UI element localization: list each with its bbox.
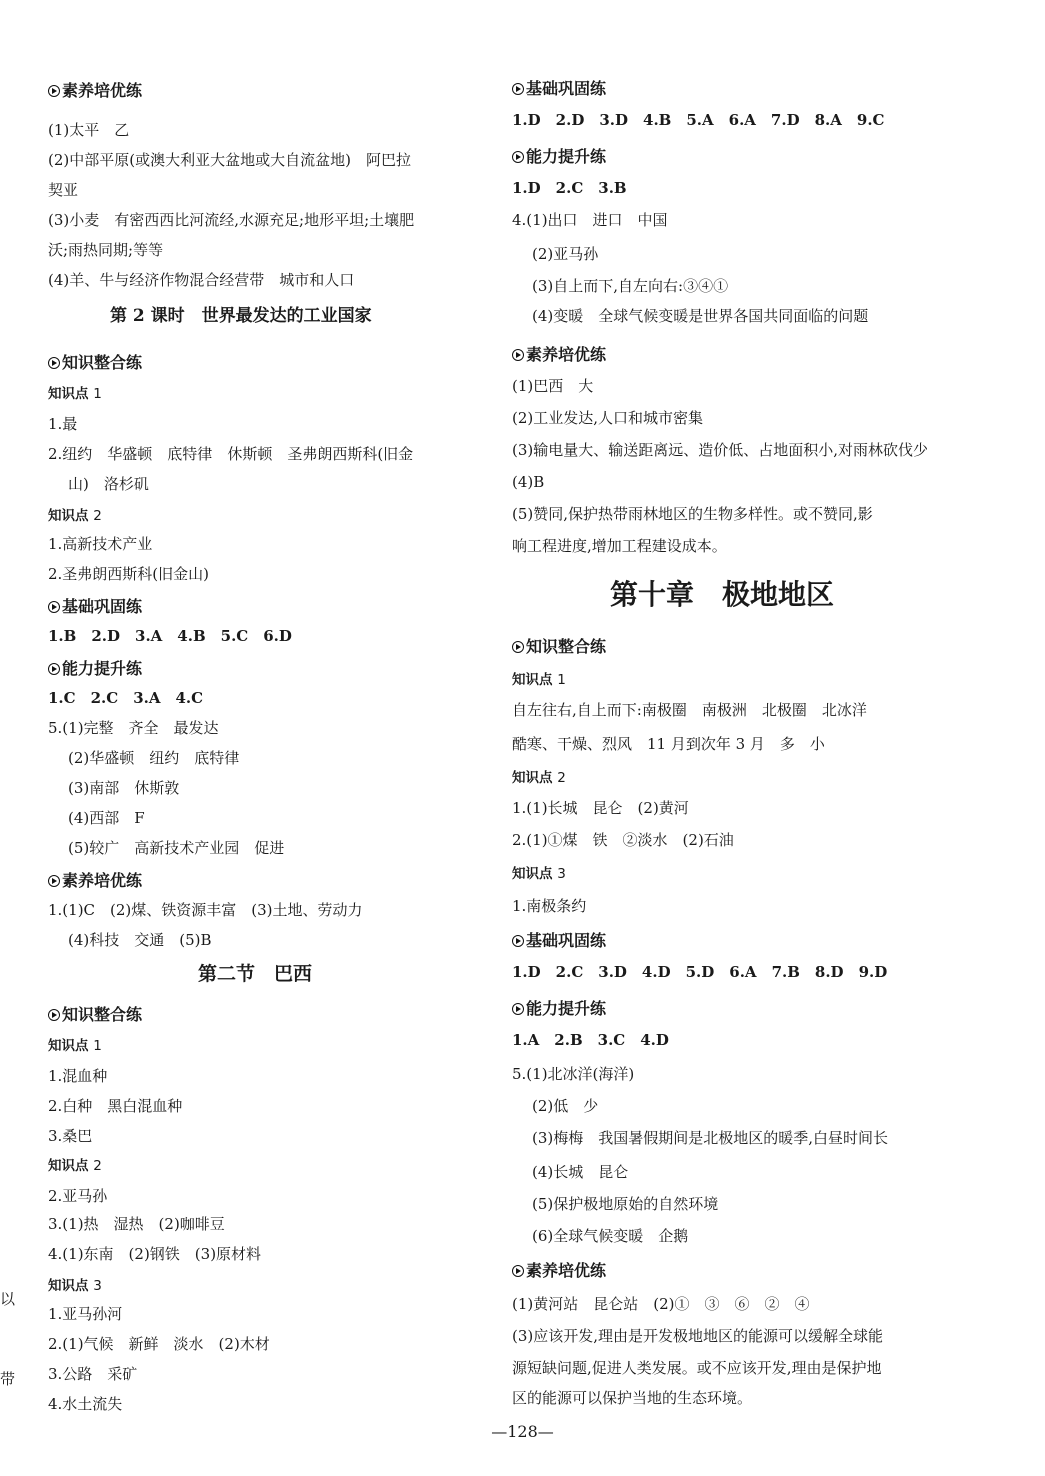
play-circle-icon (512, 349, 524, 361)
play-circle-icon (48, 875, 60, 887)
answer-line: (5)赞同,保护热带雨林地区的生物多样性。或不赞同,影 (512, 505, 873, 523)
answer-line: 3.公路 采矿 (48, 1365, 138, 1383)
knowledge-point-text: 知识点 (48, 1038, 89, 1054)
section-heading-label: 基础巩固练 (62, 597, 143, 616)
answer-line: 响工程进度,增加工程建设成本。 (512, 537, 727, 555)
answer-line: (2)华盛顿 纽约 底特律 (68, 749, 240, 767)
knowledge-point-label (48, 1276, 102, 1296)
answer-line: 源短缺问题,促进人类发展。或不应该开发,理由是保护地 (512, 1359, 882, 1377)
margin-fragment: 以 (0, 1290, 16, 1308)
answer-line: 1.最 (48, 415, 78, 433)
section-heading-label: 基础巩固练 (526, 79, 607, 98)
section-heading (512, 146, 606, 168)
knowledge-point-text: 知识点 (48, 1278, 89, 1294)
section-heading (48, 352, 142, 374)
knowledge-point-text: 知识点 (512, 866, 553, 882)
section-heading-label: 能力提升练 (62, 659, 143, 678)
answer-line: 1.高新技术产业 (48, 535, 153, 553)
answer-line: 3.(1)热 湿热 (2)咖啡豆 (48, 1215, 225, 1233)
answer-line: 区的能源可以保护当地的生态环境。 (512, 1389, 753, 1407)
answer-line: 2.纽约 华盛顿 底特律 休斯顿 圣弗朗西斯科(旧金 (48, 445, 414, 463)
section-heading (512, 930, 606, 952)
knowledge-point-number: 1 (93, 386, 102, 402)
knowledge-point-number: 1 (557, 672, 566, 688)
answer-line: (4)B (512, 473, 545, 491)
answer-line: 2.(1)气候 新鲜 淡水 (2)木材 (48, 1335, 270, 1353)
knowledge-point-label (48, 1156, 102, 1176)
answer-line: (3)梅梅 我国暑假期间是北极地区的暖季,白昼时间长 (532, 1129, 889, 1147)
answer-key-line: 1.D 2.C 3.D 4.D 5.D 6.A 7.B 8.D 9.D (512, 963, 888, 981)
answer-line: 4.水土流失 (48, 1395, 123, 1413)
section-heading-label: 知识整合练 (62, 353, 143, 372)
answer-line: (5)保护极地原始的自然环境 (532, 1195, 719, 1213)
answer-line: 山) 洛杉矶 (68, 475, 149, 493)
section-heading-label: 能力提升练 (526, 999, 607, 1018)
answer-line: (4)变暖 全球气候变暖是世界各国共同面临的问题 (532, 307, 869, 325)
answer-line: 3.桑巴 (48, 1127, 93, 1145)
play-circle-icon (48, 601, 60, 613)
chapter-title: 第十章 极地地区 (610, 578, 835, 611)
answer-line: (2)亚马孙 (532, 245, 599, 263)
answer-key-line: 1.C 2.C 3.A 4.C (48, 689, 204, 707)
page-number: —128— (491, 1422, 554, 1441)
section-heading-label: 素养培优练 (526, 345, 607, 364)
answer-line: (1)巴西 大 (512, 377, 594, 395)
section-heading-label: 知识整合练 (526, 637, 607, 656)
section-heading (48, 1004, 142, 1026)
section-heading (48, 658, 142, 680)
answer-line: 5.(1)完整 齐全 最发达 (48, 719, 219, 737)
play-circle-icon (48, 357, 60, 369)
knowledge-point-text: 知识点 (48, 1158, 89, 1174)
knowledge-point-number: 3 (93, 1278, 102, 1294)
section-heading-label: 素养培优练 (526, 1261, 607, 1280)
answer-line: (3)南部 休斯敦 (68, 779, 180, 797)
section-heading (48, 596, 142, 618)
answer-line: (3)输电量大、输送距离远、造价低、占地面积小,对雨林砍伐少 (512, 441, 929, 459)
lesson-title: 第 2 课时 世界最发达的工业国家 (110, 306, 372, 326)
section-heading (48, 80, 142, 102)
answer-line: (6)全球气候变暖 企鹅 (532, 1227, 689, 1245)
answer-line: (5)较广 高新技术产业园 促进 (68, 839, 285, 857)
play-circle-icon (512, 1003, 524, 1015)
play-circle-icon (512, 1265, 524, 1277)
knowledge-point-text: 知识点 (512, 672, 553, 688)
answer-line: 1.南极条约 (512, 897, 587, 915)
answer-line: 2.亚马孙 (48, 1187, 108, 1205)
knowledge-point-label (48, 384, 102, 404)
knowledge-point-text: 知识点 (48, 508, 89, 524)
answer-line: 自左往右,自上而下:南极圈 南极洲 北极圈 北冰洋 (512, 701, 867, 719)
play-circle-icon (48, 85, 60, 97)
knowledge-point-number: 2 (93, 508, 102, 524)
answer-line: 2.白种 黑白混血种 (48, 1097, 183, 1115)
answer-line: (3)应该开发,理由是开发极地地区的能源可以缓解全球能 (512, 1327, 884, 1345)
answer-line: 沃;雨热同期;等等 (48, 241, 164, 259)
knowledge-point-label (512, 670, 566, 690)
answer-key-line: 1.D 2.D 3.D 4.B 5.A 6.A 7.D 8.A 9.C (512, 111, 885, 129)
answer-line: (2)中部平原(或澳大利亚大盆地或大自流盆地) 阿巴拉 (48, 151, 411, 169)
answer-key-line: 1.A 2.B 3.C 4.D (512, 1031, 669, 1049)
knowledge-point-label (48, 1036, 102, 1056)
answer-line: (1)黄河站 昆仑站 (2)① ③ ⑥ ② ④ (512, 1295, 810, 1313)
answer-line: (3)小麦 有密西西比河流经,水源充足;地形平坦;土壤肥 (48, 211, 415, 229)
answer-line: 1.混血种 (48, 1067, 108, 1085)
answer-line: 4.(1)出口 进口 中国 (512, 211, 668, 229)
answer-line: (2)低 少 (532, 1097, 599, 1115)
knowledge-point-label (512, 864, 566, 884)
knowledge-point-label (512, 768, 566, 788)
answer-line: (2)工业发达,人口和城市密集 (512, 409, 704, 427)
play-circle-icon (512, 641, 524, 653)
answer-line: 1.亚马孙河 (48, 1305, 123, 1323)
section-heading (512, 78, 606, 100)
section-heading (512, 344, 606, 366)
play-circle-icon (512, 935, 524, 947)
answer-line: (4)西部 F (68, 809, 145, 827)
answer-line: 5.(1)北冰洋(海洋) (512, 1065, 635, 1083)
play-circle-icon (48, 663, 60, 675)
section-heading-label: 能力提升练 (526, 147, 607, 166)
answer-key-line: 1.B 2.D 3.A 4.B 5.C 6.D (48, 627, 292, 645)
answer-line: 2.圣弗朗西斯科(旧金山) (48, 565, 210, 583)
section-heading (48, 870, 142, 892)
answer-line: (4)科技 交通 (5)B (68, 931, 212, 949)
play-circle-icon (512, 151, 524, 163)
answer-line: (1)太平 乙 (48, 121, 130, 139)
section-heading (512, 1260, 606, 1282)
margin-fragment: 带 (0, 1370, 16, 1388)
knowledge-point-number: 3 (557, 866, 566, 882)
play-circle-icon (48, 1009, 60, 1021)
answer-line: (4)长城 昆仑 (532, 1163, 629, 1181)
knowledge-point-text: 知识点 (512, 770, 553, 786)
answer-line: 1.(1)长城 昆仑 (2)黄河 (512, 799, 689, 817)
knowledge-point-number: 2 (93, 1158, 102, 1174)
knowledge-point-label (48, 506, 102, 526)
section-title: 第二节 巴西 (198, 963, 313, 985)
answer-line: 1.(1)C (2)煤、铁资源丰富 (3)土地、劳动力 (48, 901, 363, 919)
answer-line: (4)羊、牛与经济作物混合经营带 城市和人口 (48, 271, 355, 289)
section-heading-label: 素养培优练 (62, 871, 143, 890)
answer-key-line: 1.D 2.C 3.B (512, 179, 627, 197)
answer-line: 2.(1)①煤 铁 ②淡水 (2)石油 (512, 831, 734, 849)
answer-line: 4.(1)东南 (2)钢铁 (3)原材料 (48, 1245, 262, 1263)
answer-line: 契亚 (48, 181, 79, 199)
section-heading-label: 基础巩固练 (526, 931, 607, 950)
answer-line: (3)自上而下,自左向右:③④① (532, 277, 729, 295)
knowledge-point-number: 1 (93, 1038, 102, 1054)
knowledge-point-text: 知识点 (48, 386, 89, 402)
section-heading-label: 素养培优练 (62, 81, 143, 100)
knowledge-point-number: 2 (557, 770, 566, 786)
answer-line: 酷寒、干燥、烈风 11 月到次年 3 月 多 小 (512, 735, 825, 753)
section-heading (512, 998, 606, 1020)
section-heading (512, 636, 606, 658)
play-circle-icon (512, 83, 524, 95)
section-heading-label: 知识整合练 (62, 1005, 143, 1024)
